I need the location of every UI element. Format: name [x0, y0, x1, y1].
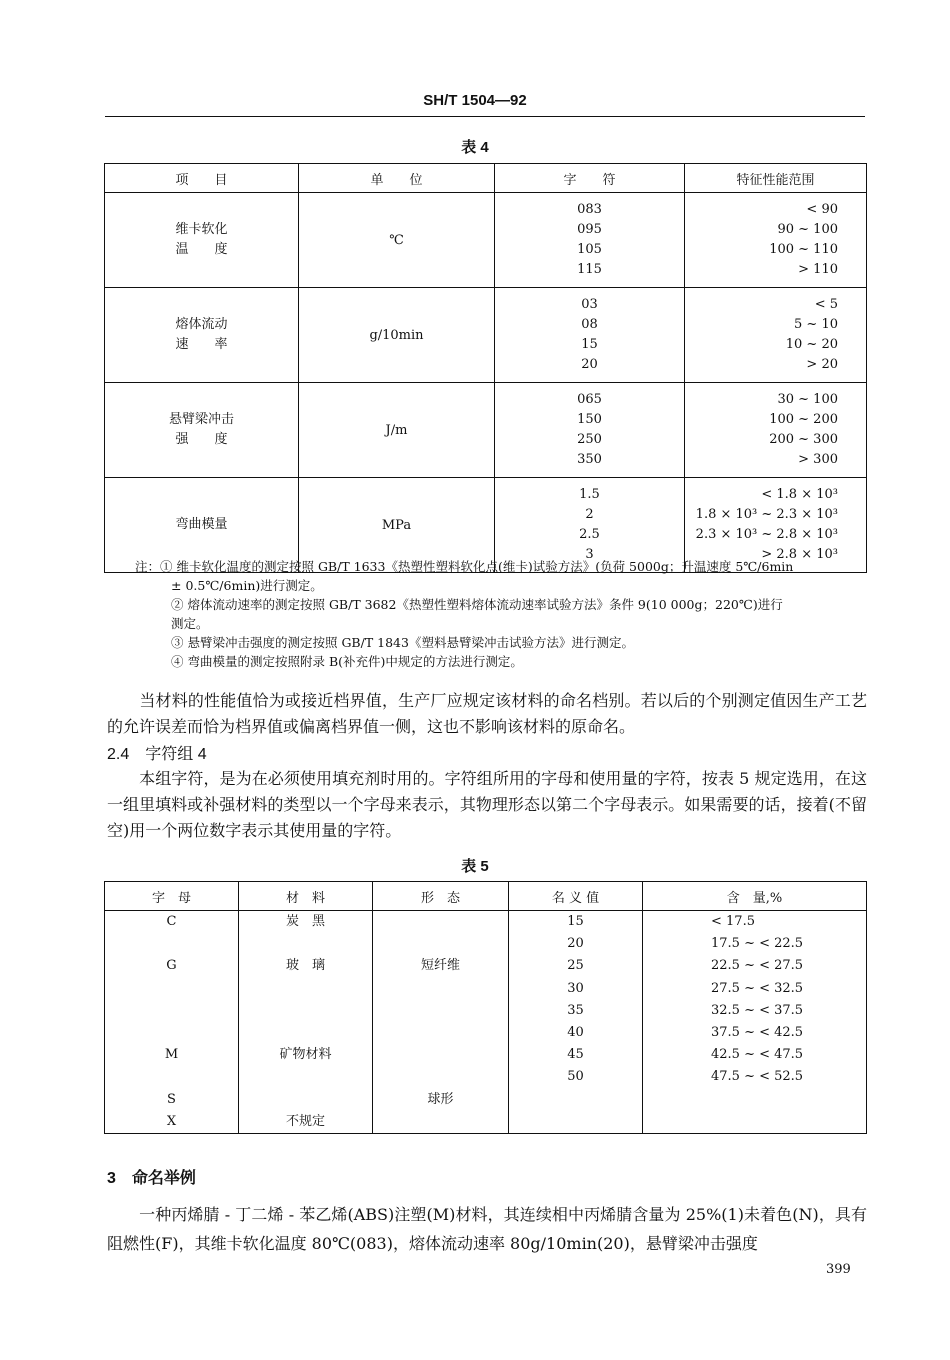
t4-ranges: < 5 5 ~ 10 10 ~ 20 > 20 — [685, 288, 867, 383]
table-4 — [104, 163, 867, 573]
note-2-cont: 测定。 — [171, 616, 209, 631]
t4-codes: 1.5 2 2.5 3 — [495, 478, 685, 573]
t5-cell — [643, 1089, 867, 1111]
t4-row-impact — [105, 383, 867, 478]
t5-cell: 22.5 ~ < 27.5 — [643, 955, 867, 977]
t4-codes: 083 095 105 115 — [495, 193, 685, 288]
t5-cell: 37.5 ~ < 42.5 — [643, 1022, 867, 1044]
table-row — [105, 1000, 867, 1022]
note-4: ④ 弯曲模量的测定按照附录 B(补充件)中规定的方法进行测定。 — [171, 654, 523, 669]
t5-cell — [105, 1022, 239, 1044]
t5-cell — [509, 1111, 643, 1134]
t5-header-content: 含 量,% — [643, 882, 867, 911]
t5-cell: 35 — [509, 1000, 643, 1022]
t5-cell: 短纤维 — [373, 955, 509, 977]
t4-row-mfr — [105, 288, 867, 383]
t5-cell — [509, 1089, 643, 1111]
t4-codes: 03 08 15 20 — [495, 288, 685, 383]
t5-cell: 27.5 ~ < 32.5 — [643, 978, 867, 1000]
t4-ranges: 30 ~ 100 100 ~ 200 200 ~ 300 > 300 — [685, 383, 867, 478]
t5-cell: M — [105, 1044, 239, 1066]
t4-row-vicat — [105, 193, 867, 288]
paragraph-grading — [107, 688, 867, 740]
table-5 — [104, 881, 867, 1134]
document-header: SH/T 1504—92 — [423, 92, 527, 109]
t5-cell: 45 — [509, 1044, 643, 1066]
t4-unit: ℃ — [299, 193, 495, 288]
t5-cell — [239, 1000, 373, 1022]
t5-cell: 25 — [509, 955, 643, 977]
t4-header-code: 字 符 — [495, 164, 685, 193]
t5-cell: 20 — [509, 933, 643, 955]
t5-cell — [105, 978, 239, 1000]
paragraph-text: 一种丙烯腈 - 丁二烯 - 苯乙烯(ABS)注塑(M)材料，其连续相中丙烯腈含量为 25%(1)未着色(N)，具有阻燃性(F)，其维卡软化温度 80℃(083)，熔体流动速率 80g/10min(20)，悬臂梁冲击强度 — [107, 1205, 867, 1253]
t4-ranges: < 1.8 × 10³ 1.8 × 10³ ~ 2.3 × 10³ 2.3 × 10³ ~ 2.8 × 10³ > 2.8 × 10³ — [685, 478, 867, 573]
paragraph-text: 本组字符，是为在必须使用填充剂时用的。字符组所用的字母和使用量的字符，按表 5 规定选用，在这一组里填料或补强材料的类型以一个字母来表示，其物理形态以第二个字母表示。如果需要的话，接着(不留空)用一个两位数字表示其使用量的字符。 — [107, 769, 867, 840]
table-row — [105, 955, 867, 977]
t5-cell — [373, 933, 509, 955]
t5-cell — [239, 1022, 373, 1044]
t5-header-nominal: 名 义 值 — [509, 882, 643, 911]
note-1-cont: ± 0.5℃/6min)进行测定。 — [171, 578, 323, 593]
t5-cell — [105, 1000, 239, 1022]
t5-cell: 47.5 ~ < 52.5 — [643, 1066, 867, 1088]
paragraph-text: 当材料的性能值恰为或接近档界值，生产厂应规定该材料的命名档别。若以后的个别测定值因生产工艺的允许误差而恰为档界值或偏离档界值一侧，这也不影响该材料的原命名。 — [107, 691, 867, 736]
t5-cell: 玻 璃 — [239, 955, 373, 977]
t4-item: 悬臂梁冲击 强 度 — [105, 383, 299, 478]
t5-cell — [643, 1111, 867, 1134]
t4-codes: 065 150 250 350 — [495, 383, 685, 478]
t5-cell — [239, 978, 373, 1000]
paragraph-example — [107, 1200, 867, 1258]
table-row — [105, 1022, 867, 1044]
table-row — [105, 911, 867, 934]
table-row — [105, 1044, 867, 1066]
t5-cell: 40 — [509, 1022, 643, 1044]
t4-unit: g/10min — [299, 288, 495, 383]
t5-cell: 32.5 ~ < 37.5 — [643, 1000, 867, 1022]
t5-cell — [239, 1089, 373, 1111]
t5-cell: 42.5 ~ < 47.5 — [643, 1044, 867, 1066]
table-row — [105, 1066, 867, 1088]
t5-cell — [373, 1044, 509, 1066]
t4-header-item: 项 目 — [105, 164, 299, 193]
t5-header-letter: 字 母 — [105, 882, 239, 911]
t5-cell: 15 — [509, 911, 643, 934]
section-3-heading: 3 命名举例 — [107, 1170, 196, 1187]
t5-cell — [373, 978, 509, 1000]
t5-cell: X — [105, 1111, 239, 1134]
table-row — [105, 978, 867, 1000]
t5-cell: < 17.5 — [643, 911, 867, 934]
page-number: 399 — [826, 1262, 851, 1277]
t4-item: 弯曲模量 — [105, 478, 299, 573]
t5-cell: C — [105, 911, 239, 934]
t5-header-material: 材 料 — [239, 882, 373, 911]
table-row — [105, 1089, 867, 1111]
t5-cell: G — [105, 955, 239, 977]
t5-cell — [373, 911, 509, 934]
t5-cell — [373, 1111, 509, 1134]
t5-cell — [373, 1022, 509, 1044]
table4-caption: 表 4 — [461, 139, 489, 156]
t5-cell — [239, 1066, 373, 1088]
table-row — [105, 933, 867, 955]
t5-cell — [105, 1066, 239, 1088]
t5-cell: 炭 黑 — [239, 911, 373, 934]
paragraph-group4 — [107, 766, 867, 844]
t5-cell: 17.5 ~ < 22.5 — [643, 933, 867, 955]
t4-unit: J/m — [299, 383, 495, 478]
t5-cell — [105, 933, 239, 955]
t5-cell — [373, 1000, 509, 1022]
t4-header-range: 特征性能范围 — [685, 164, 867, 193]
table5-caption: 表 5 — [461, 858, 489, 875]
header-rule — [105, 116, 865, 117]
note-3: ③ 悬臂梁冲击强度的测定按照 GB/T 1843《塑料悬臂梁冲击试验方法》进行测定。 — [171, 635, 634, 650]
t5-header-form: 形 态 — [373, 882, 509, 911]
t5-cell: S — [105, 1089, 239, 1111]
t4-unit: MPa — [299, 478, 495, 573]
t5-cell: 不规定 — [239, 1111, 373, 1134]
table-row — [105, 1111, 867, 1134]
t5-cell: 50 — [509, 1066, 643, 1088]
t4-item: 熔体流动 速 率 — [105, 288, 299, 383]
table4-notes — [135, 557, 870, 671]
t4-header-unit: 单 位 — [299, 164, 495, 193]
t5-cell — [373, 1066, 509, 1088]
t4-ranges: < 90 90 ~ 100 100 ~ 110 > 110 — [685, 193, 867, 288]
note-1: 注：① 维卡软化温度的测定按照 GB/T 1633《热塑性塑料软化点(维卡)试验方法》(负荷 5000g；升温速度 5℃/6min — [135, 559, 794, 574]
t5-cell: 矿物材料 — [239, 1044, 373, 1066]
t5-cell: 球形 — [373, 1089, 509, 1111]
t4-item: 维卡软化 温 度 — [105, 193, 299, 288]
t5-cell — [239, 933, 373, 955]
note-2: ② 熔体流动速率的测定按照 GB/T 3682《热塑性塑料熔体流动速率试验方法》条件 9(10 000g；220℃)进行 — [171, 597, 783, 612]
t5-cell: 30 — [509, 978, 643, 1000]
section-2-4-heading: 2.4 字符组 4 — [107, 746, 207, 763]
